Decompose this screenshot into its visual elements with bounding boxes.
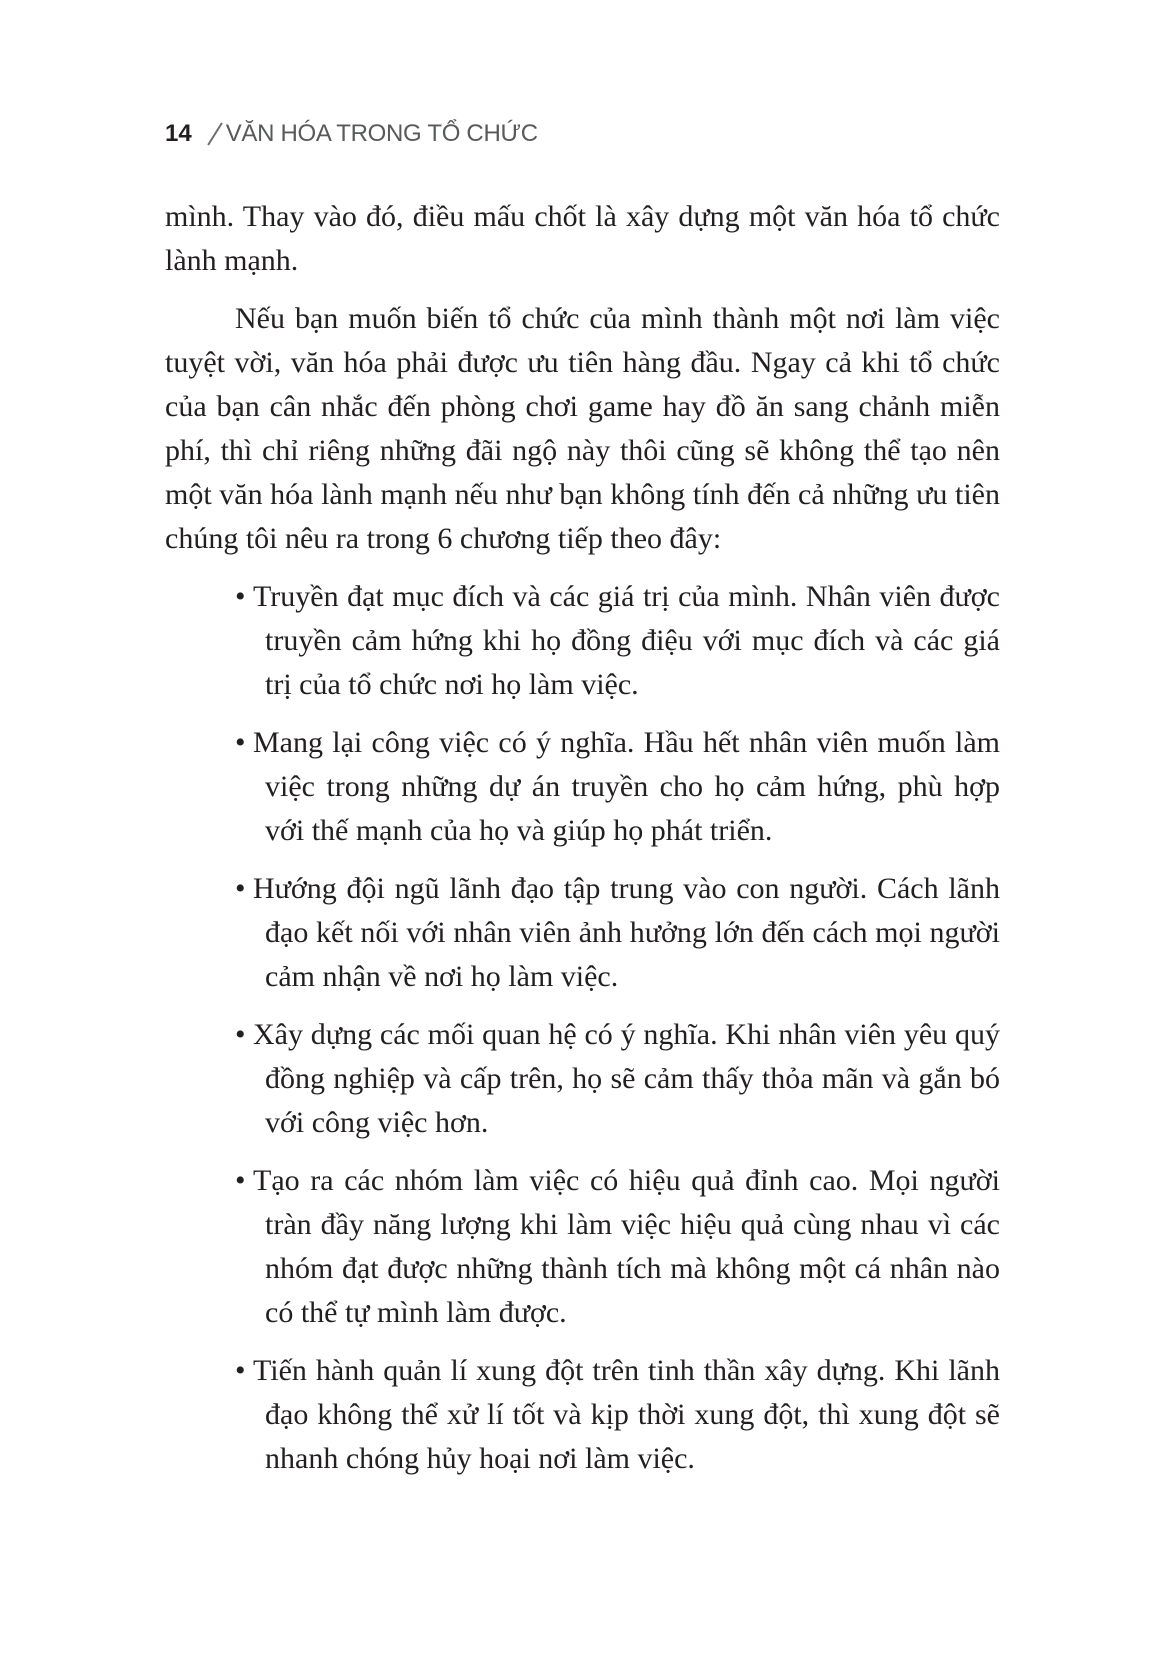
list-item-text: Tiến hành quản lí xung đột trên tinh thần xây dựng. Khi lãnh đạo không thể xử lí tốt và kịp thời xung đột, thì xung đột sẽ nhanh chóng hủy hoại nơi làm việc. [253, 1354, 1000, 1475]
priority-list [165, 575, 1000, 1481]
list-item [165, 575, 1000, 707]
list-item-text: Xây dựng các mối quan hệ có ý nghĩa. Khi nhân viên yêu quý đồng nghiệp và cấp trên, họ sẽ cảm thấy thỏa mãn và gắn bó với công việc hơn. [253, 1018, 1000, 1139]
bullet-icon: • [235, 1164, 246, 1197]
list-item-text: Mang lại công việc có ý nghĩa. Hầu hết nhân viên muốn làm việc trong những dự án truyền cho họ cảm hứng, phù hợp với thế mạnh của họ và giúp họ phát triển. [253, 726, 1000, 847]
body-text [165, 195, 1000, 1495]
bullet-icon: • [235, 872, 246, 905]
list-item-text: Hướng đội ngũ lãnh đạo tập trung vào con người. Cách lãnh đạo kết nối với nhân viên ảnh hưởng lớn đến cách mọi người cảm nhận về nơi họ làm việc. [253, 872, 1000, 993]
book-title: VĂN HÓA TRONG TỔ CHỨC [225, 120, 538, 147]
list-item [165, 721, 1000, 853]
bullet-icon: • [235, 580, 246, 613]
list-item-text: Truyền đạt mục đích và các giá trị của mình. Nhân viên được truyền cảm hứng khi họ đồng điệu với mục đích và các giá trị của tổ chức nơi họ làm việc. [253, 580, 1000, 701]
bullet-icon: • [235, 726, 246, 759]
list-item [165, 1349, 1000, 1481]
page-number: 14 [165, 120, 192, 147]
paragraph-intro: Nếu bạn muốn biến tổ chức của mình thành một nơi làm việc tuyệt vời, văn hóa phải được ưu tiên hàng đầu. Ngay cả khi tổ chức của bạn cân nhắc đến phòng chơi game hay đồ ăn sang chảnh miễn phí, thì chỉ riêng những đãi ngộ này thôi cũng sẽ không thể tạo nên một văn hóa lành mạnh nếu như bạn không tính đến cả những ưu tiên chúng tôi nêu ra trong 6 chương tiếp theo đây: [165, 302, 1000, 555]
list-item [165, 867, 1000, 999]
bullet-icon: • [235, 1354, 246, 1387]
list-item [165, 1013, 1000, 1145]
running-head [165, 118, 538, 150]
paragraph-continuation: mình. Thay vào đó, điều mấu chốt là xây dựng một văn hóa tổ chức lành mạnh. [165, 200, 1000, 277]
header-divider-slash [207, 122, 222, 145]
list-item-text: Tạo ra các nhóm làm việc có hiệu quả đỉnh cao. Mọi người tràn đầy năng lượng khi làm việc hiệu quả cùng nhau vì các nhóm đạt được những thành tích mà không một cá nhân nào có thể tự mình làm được. [253, 1164, 1000, 1329]
list-item [165, 1159, 1000, 1335]
bullet-icon: • [235, 1018, 246, 1051]
